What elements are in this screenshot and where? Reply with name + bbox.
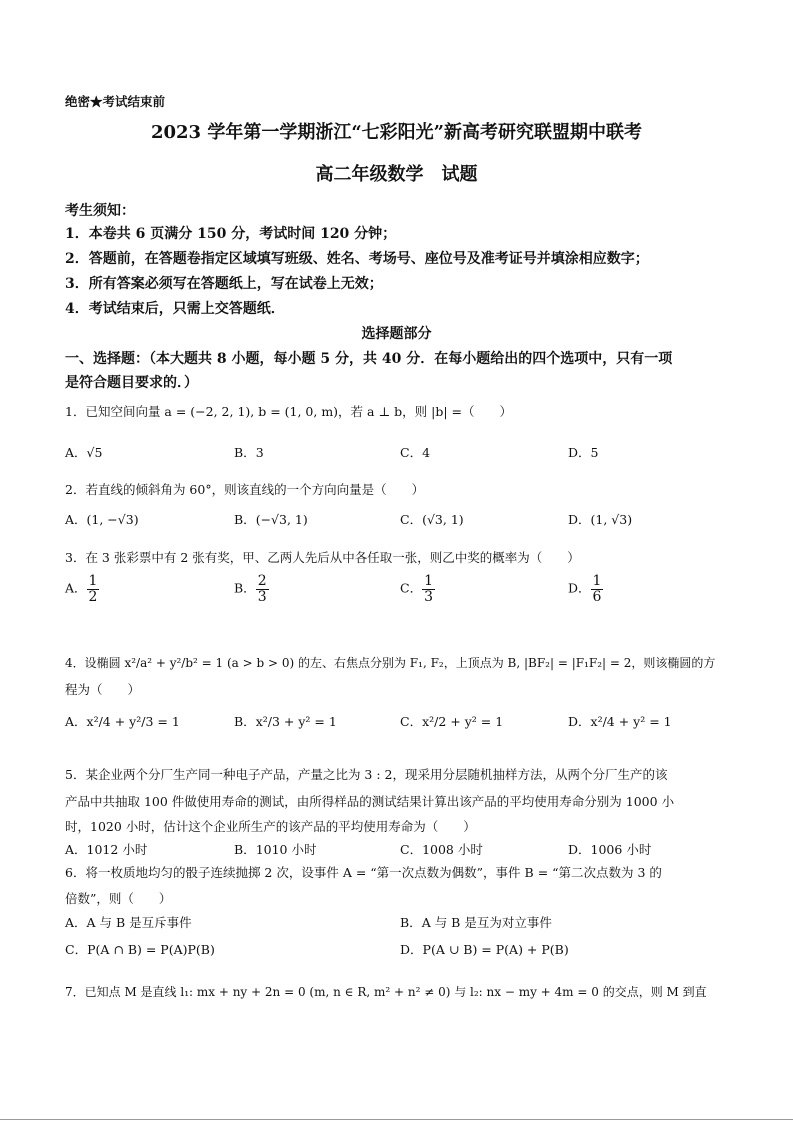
question-stem: 3．在 3 张彩票中有 2 张有奖，甲、乙两人先后从中各任取一张，则乙中奖的概率为（ ）: [65, 550, 580, 565]
question-stem: 6．将一枚质地均匀的骰子连续抛掷 2 次，设事件 A = “第一次点数为偶数”，事件 B = “第二次点数为 3 的: [65, 865, 662, 880]
question-stem: 程为（ ）: [65, 682, 141, 697]
option: C．1008 小时: [400, 842, 483, 857]
option: D．P(A ∪ B) = P(A) + P(B): [400, 942, 569, 957]
option: C．(√3, 1): [400, 512, 464, 527]
option: D．x²/4 + y² = 1: [568, 714, 672, 729]
option: D．(1, √3): [568, 512, 633, 527]
option: A．A 与 B 是互斥事件: [65, 915, 192, 930]
exam-title: 2023 学年第一学期浙江“七彩阳光”新高考研究联盟期中联考: [150, 122, 643, 143]
option: D．1006 小时: [568, 842, 652, 857]
option: C．4: [400, 445, 431, 460]
option: A．1012 小时: [65, 842, 148, 857]
option: D． $\frac{1}{6}$: [568, 573, 602, 605]
option: B． $\frac{2}{3}$: [234, 573, 267, 605]
question-stem: 7．已知点 M 是直线 l₁: mx + ny + 2n = 0 (m, n ∈ R, m² + n² ≠ 0) 与 l₂: nx − my + 4m = 0 的交点，则 M 到直: [65, 985, 707, 999]
option: C． $\frac{1}{3}$: [400, 573, 433, 605]
question-stem: 1．已知空间向量 a = (−2, 2, 1), b = (1, 0, m)，若 a ⊥ b，则 |b| =（ ）: [65, 404, 513, 419]
question-stem: 5．某企业两个分厂生产同一种电子产品，产量之比为 3 : 2，现采用分层随机抽样方法，从两个分厂生产的该: [65, 767, 668, 782]
option: A．x²/4 + y²/3 = 1: [65, 714, 180, 729]
option: B．x²/3 + y² = 1: [234, 714, 337, 729]
option: A．(1, −√3): [65, 512, 139, 527]
section-instruction: 一、选择题：（本大题共 8 小题，每小题 5 分，共 40 分．在每小题给出的四个选项中，只有一项: [65, 351, 673, 367]
part-title: 选择题部分: [361, 326, 432, 342]
option: B．(−√3, 1): [234, 512, 308, 527]
notice-item: 1．本卷共 6 页满分 150 分，考试时间 120 分钟；: [65, 226, 397, 242]
notice-heading: 考生须知：: [65, 203, 135, 219]
option: A． $\frac{1}{2}$: [65, 573, 98, 605]
option: B．A 与 B 是互为对立事件: [400, 915, 552, 930]
option: B．1010 小时: [234, 842, 317, 857]
option: C．x²/2 + y² = 1: [400, 714, 504, 729]
question-stem: 产品中共抽取 100 件做使用寿命的测试，由所得样品的测试结果计算出该产品的平均使用寿命分别为 1000 小: [65, 794, 675, 809]
option: B．3: [234, 445, 264, 460]
notice-item: 4．考试结束后，只需上交答题纸．: [65, 301, 285, 317]
notice-item: 2．答题前，在答题卷指定区域填写班级、姓名、考场号、座位号及准考证号并填涂相应数字；: [65, 251, 649, 267]
question-stem: 4．设椭圆 x²/a² + y²/b² = 1 (a > b > 0) 的左、右焦点分别为 F₁, F₂，上顶点为 B, |BF₂| = |F₁F₂| = 2，则该椭圆的方: [65, 656, 716, 670]
option: D．5: [568, 445, 599, 460]
notice-item: 3．所有答案必须写在答题纸上，写在试卷上无效；: [65, 276, 383, 292]
page-bottom-rule: [0, 1119, 793, 1120]
question-stem: 2．若直线的倾斜角为 60°，则该直线的一个方向向量是（ ）: [65, 482, 425, 497]
secret-label: 绝密★考试结束前: [65, 94, 166, 109]
question-stem: 倍数”，则（ ）: [65, 891, 172, 906]
exam-subtitle: 高二年级数学 试题: [315, 164, 478, 185]
option: A．√5: [65, 445, 103, 460]
section-instruction: 是符合题目要求的．）: [65, 375, 198, 391]
question-stem: 时，1020 小时，估计这个企业所生产的该产品的平均使用寿命为（ ）: [65, 819, 476, 834]
option: C．P(A ∩ B) = P(A)P(B): [65, 942, 215, 957]
